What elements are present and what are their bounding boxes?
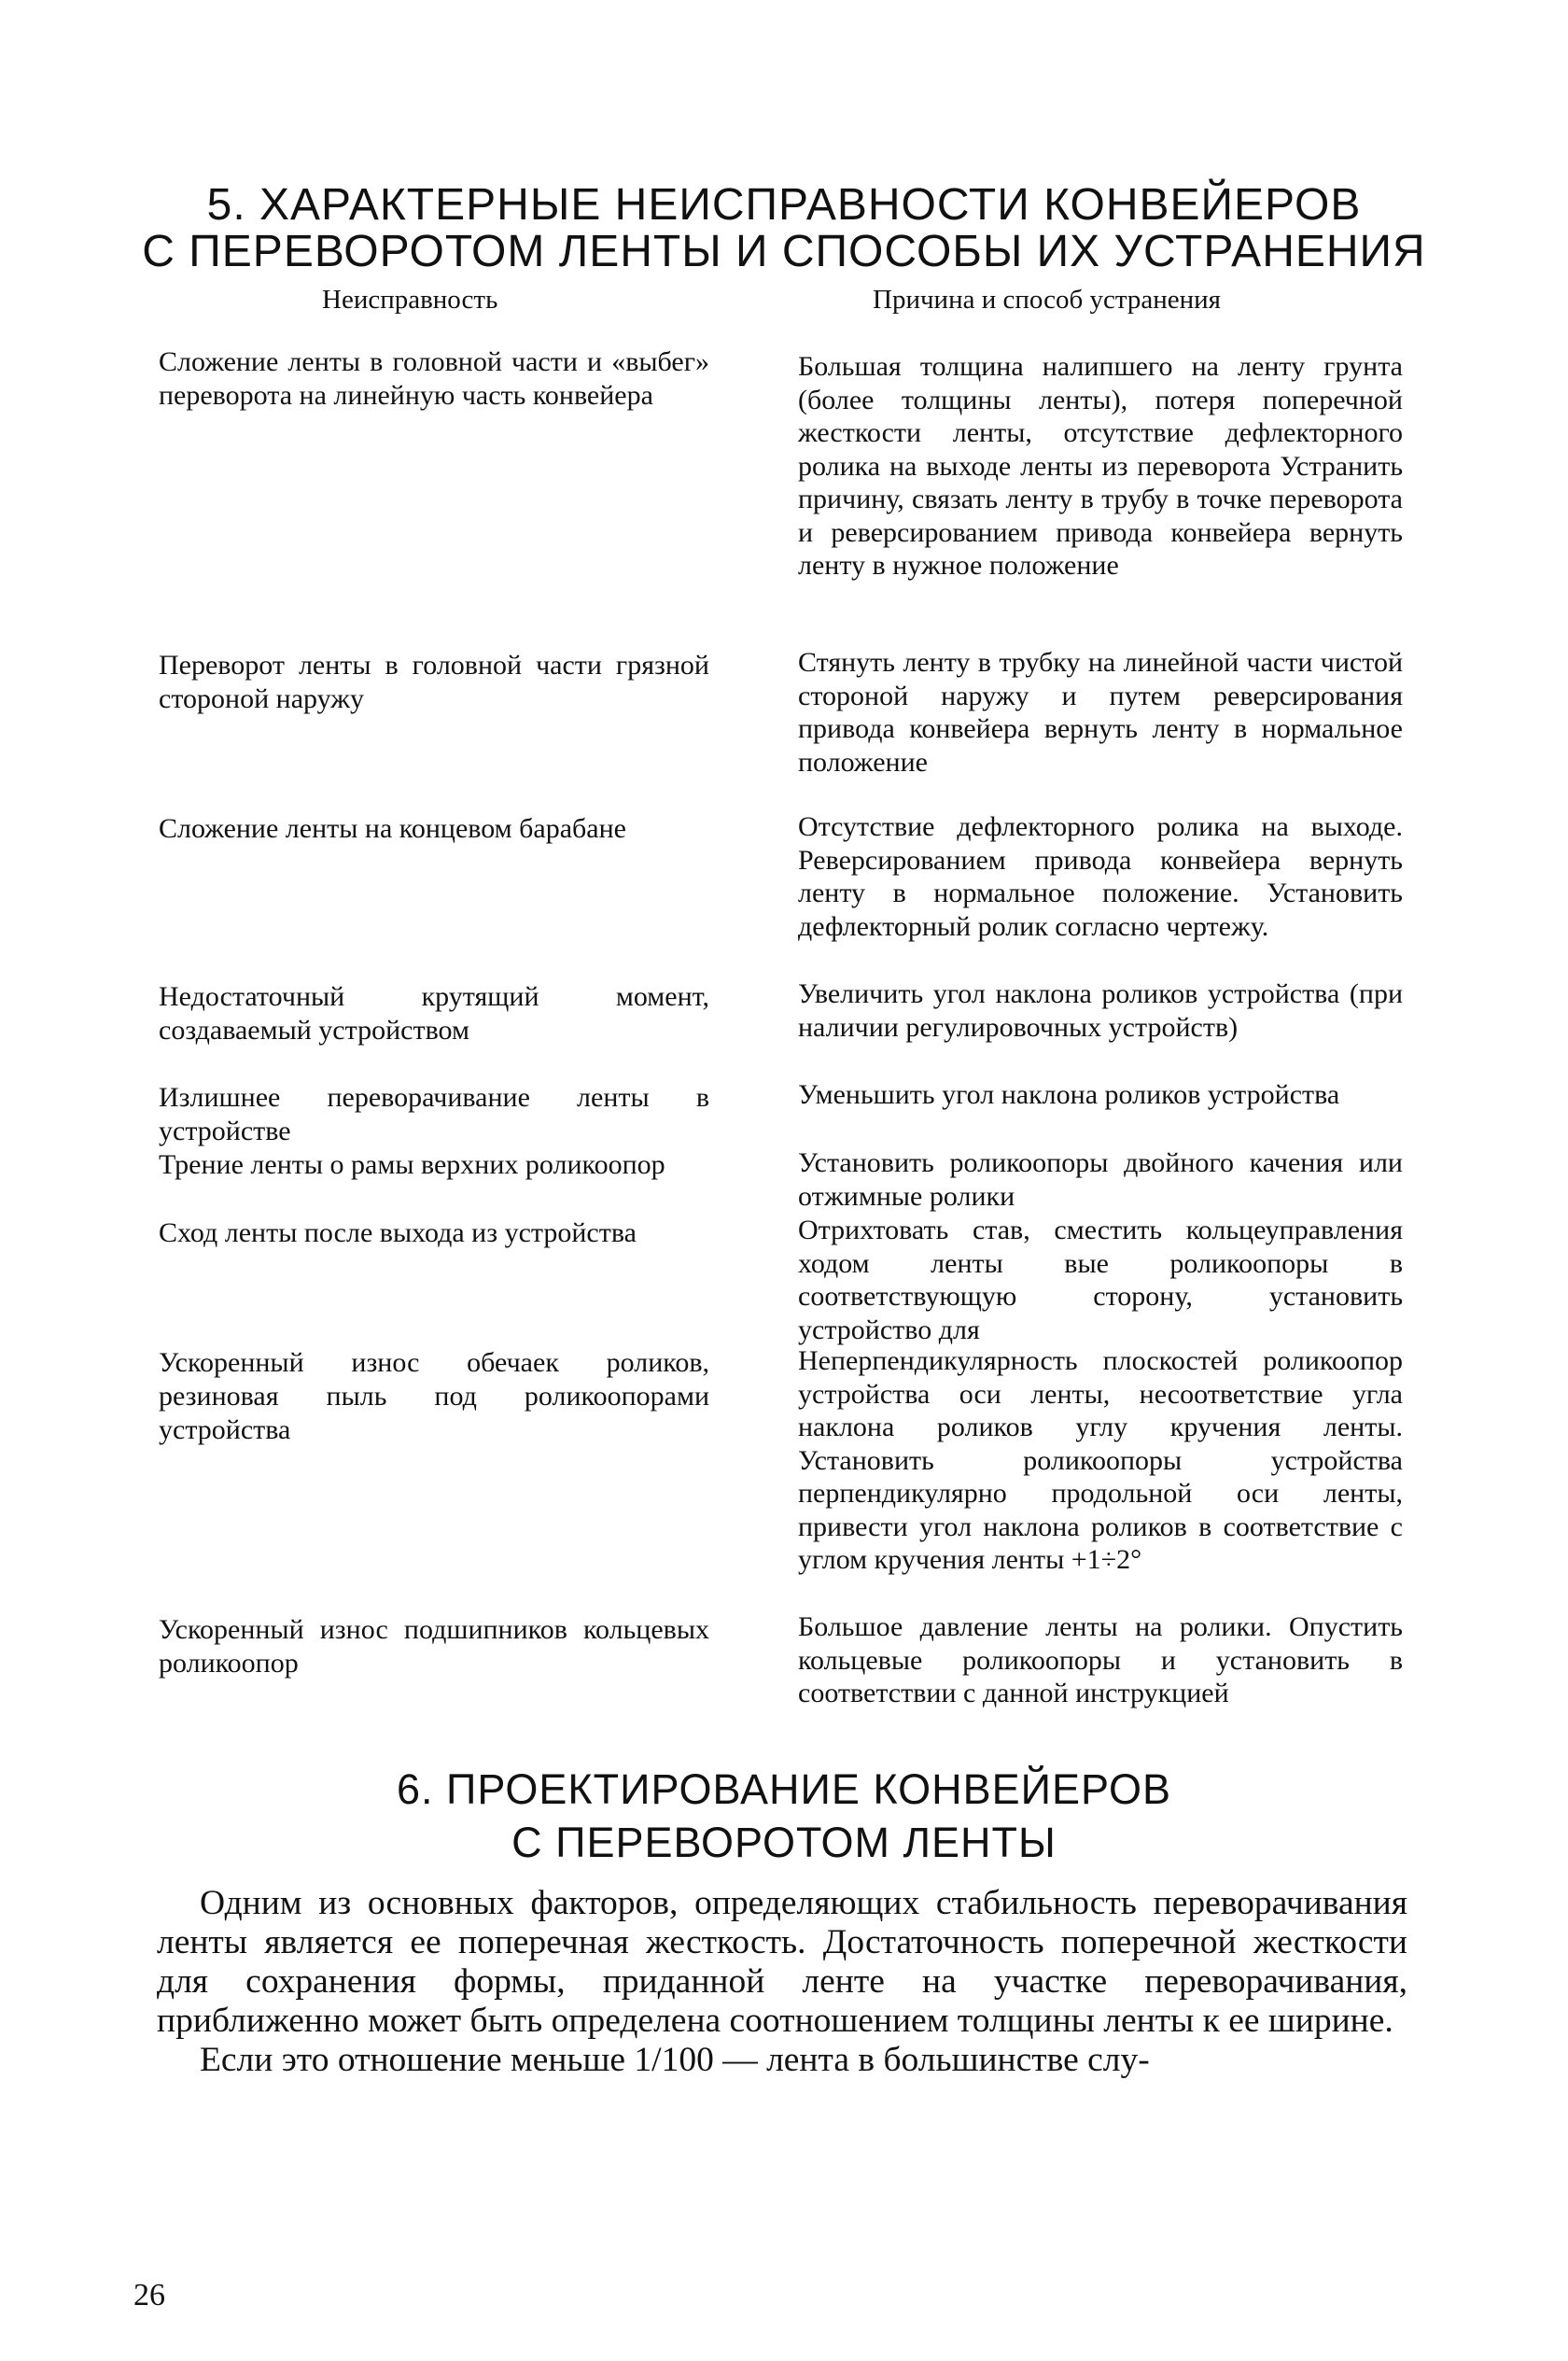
section-2-title <box>140 1763 1428 1869</box>
fault-cell-7: Сход ленты после выхода из устройства <box>159 1217 637 1248</box>
column-header-fault: Неисправность <box>322 285 498 315</box>
section-2-title-line-2: С ПЕРЕВОРОТОМ ЛЕНТЫ <box>511 1819 1057 1866</box>
fault-cell-5: Излишнее переворачивание ленты в устройстве <box>159 1082 709 1146</box>
section-title-line-1: 5. ХАРАКТЕРНЫЕ НЕИСПРАВНОСТИ КОНВЕЙЕРОВ <box>206 180 1362 230</box>
remedy-cell-6: Установить роликоопоры двойного качения или отжимные ролики <box>798 1147 1403 1212</box>
body-text <box>157 1884 1407 2080</box>
fault-cell-3: Сложение ленты на концевом барабане <box>159 813 626 844</box>
remedy-cell-3: Отсутствие дефлекторного ролика на выходе. Реверсированием привода конвейера вернуть ленту в нормальное положение. Установить дефлекторный ролик согласно чертежу. <box>798 811 1403 942</box>
fault-cell-9: Ускоренный износ подшипников кольцевых роликоопор <box>159 1614 709 1679</box>
remedy-cell-4: Увеличить угол наклона роликов устройства (при наличии регулировочных устройств) <box>798 978 1403 1043</box>
fault-cell-4: Недостаточный крутящий момент, создаваемый устройством <box>159 981 709 1046</box>
section-title-line-2: С ПЕРЕВОРОТОМ ЛЕНТЫ И СПОСОБЫ ИХ УСТРАНЕНИЯ <box>142 227 1426 276</box>
section-2-title-line-1: 6. ПРОЕКТИРОВАНИЕ КОНВЕЙЕРОВ <box>396 1765 1172 1813</box>
paragraph-2: Если это отношение меньше 1/100 — лента в большинстве слу- <box>200 2041 1150 2079</box>
remedy-cell-1: Большая толщина налипшего на ленту грунта (более толщины ленты), потеря поперечной жесткости ленты, отсутствие дефлекторного ролика на выходе ленты из переворота Устранить причину, связать ленту в трубу в точке переворота и реверсированием привода конвейера вернуть ленту в нужное положение <box>798 351 1403 581</box>
remedy-cell-5: Уменьшить угол наклона роликов устройства <box>798 1079 1340 1110</box>
remedy-cell-8: Неперпендикулярность плоскостей роликоопор устройства оси ленты, несоответствие угла наклона роликов углу кручения ленты. Установить роликоопоры устройства перпендикулярно продольной оси ленты, привести угол наклона роликов в соответствие с углом кручения ленты +1÷2° <box>798 1345 1403 1575</box>
fault-cell-6: Трение ленты о рамы верхних роликоопор <box>159 1149 665 1180</box>
fault-cell-2: Переворот ленты в головной части грязной стороной наружу <box>159 650 709 714</box>
column-header-remedy: Причина и способ устранения <box>873 285 1222 315</box>
section-title <box>140 182 1428 275</box>
page-number: 26 <box>133 2278 165 2312</box>
remedy-cell-9: Большое давление ленты на ролики. Опустить кольцевые роликоопоры и установить в соответствии с данной инструкцией <box>798 1611 1403 1708</box>
remedy-cell-7: Отрихтовать став, сместить кольцеуправления ходом ленты вые роликоопоры в соответствующую сторону, установить устройство для <box>798 1215 1403 1345</box>
paragraph-1: Одним из основных факторов, определяющих стабильность переворачивания ленты является ее поперечная жесткость. Достаточность поперечной жесткости для сохранения формы, приданной ленте на участке переворачивания, приближенно может быть определена соотношением толщины ленты к ее ширине. <box>157 1884 1407 2040</box>
remedy-cell-2: Стянуть ленту в трубку на линейной части чистой стороной наружу и путем реверсирования привода конвейера вернуть ленту в нормальное положение <box>798 647 1403 778</box>
fault-cell-8: Ускоренный износ обечаек роликов, резиновая пыль под роликоопорами устройства <box>159 1347 709 1445</box>
fault-cell-1: Сложение ленты в головной части и «выбег» переворота на линейную часть конвейера <box>159 346 709 411</box>
